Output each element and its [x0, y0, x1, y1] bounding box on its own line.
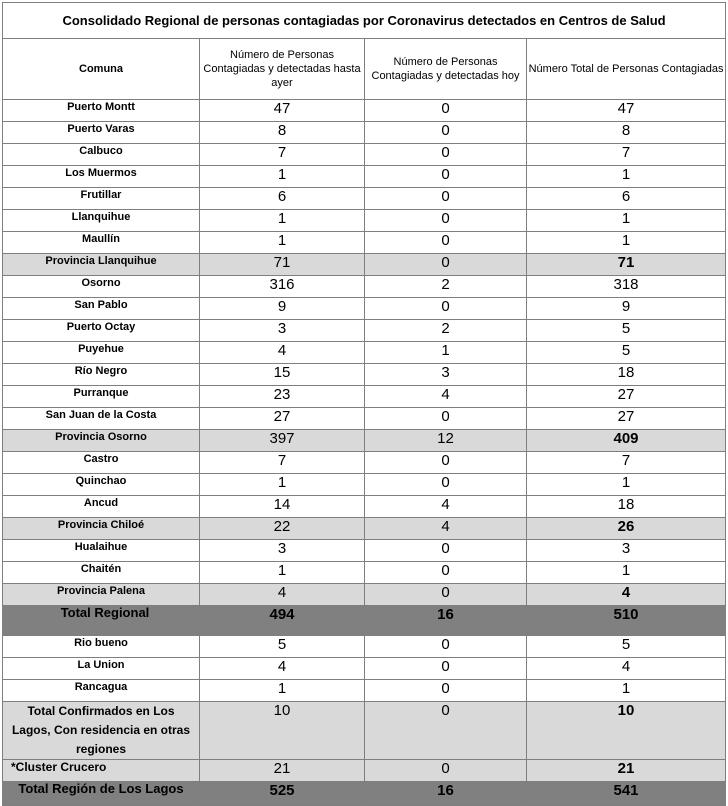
- total-cell: 18: [527, 496, 726, 518]
- hasta-ayer-cell: 316: [200, 276, 365, 298]
- table-row: [3, 298, 726, 320]
- hasta-ayer-cell: 397: [200, 430, 365, 452]
- table-row: [3, 122, 726, 144]
- table-row: [3, 606, 726, 636]
- comuna-cell: San Pablo: [3, 298, 200, 320]
- table-row: [3, 474, 726, 496]
- comuna-cell: Hualaihue: [3, 540, 200, 562]
- total-cell: 318: [527, 276, 726, 298]
- hoy-cell: 12: [365, 430, 527, 452]
- comuna-cell: Puerto Montt: [3, 100, 200, 122]
- hasta-ayer-cell: 10: [200, 702, 365, 760]
- total-cell: 27: [527, 408, 726, 430]
- table-row: [3, 342, 726, 364]
- hoy-cell: 0: [365, 166, 527, 188]
- hoy-cell: 2: [365, 276, 527, 298]
- comuna-cell: Puerto Varas: [3, 122, 200, 144]
- total-cell: 47: [527, 100, 726, 122]
- comuna-cell: Provincia Llanquihue: [3, 254, 200, 276]
- hasta-ayer-cell: 47: [200, 100, 365, 122]
- hasta-ayer-cell: 7: [200, 144, 365, 166]
- total-cell: 3: [527, 540, 726, 562]
- total-cell: 4: [527, 584, 726, 606]
- hoy-cell: 0: [365, 702, 527, 760]
- total-cell: 1: [527, 210, 726, 232]
- table-row: [3, 364, 726, 386]
- total-cell: 6: [527, 188, 726, 210]
- table-row: [3, 166, 726, 188]
- total-cell: 1: [527, 166, 726, 188]
- comuna-cell: Castro: [3, 452, 200, 474]
- total-cell: 26: [527, 518, 726, 540]
- hoy-cell: 0: [365, 452, 527, 474]
- comuna-cell: Rancagua: [3, 680, 200, 702]
- table-body: [3, 100, 726, 806]
- hoy-cell: 0: [365, 408, 527, 430]
- hoy-cell: 0: [365, 540, 527, 562]
- hasta-ayer-cell: 5: [200, 636, 365, 658]
- total-cell: 541: [527, 782, 726, 806]
- hasta-ayer-cell: 494: [200, 606, 365, 636]
- table-row: [3, 782, 726, 806]
- hoy-cell: 4: [365, 496, 527, 518]
- hoy-cell: 0: [365, 474, 527, 496]
- table-row: [3, 254, 726, 276]
- header-hoy: Número de Personas Contagiadas y detectadas hoy: [365, 39, 527, 100]
- total-cell: 71: [527, 254, 726, 276]
- hoy-cell: 0: [365, 760, 527, 782]
- hoy-cell: 16: [365, 782, 527, 806]
- table-row: [3, 188, 726, 210]
- hoy-cell: 16: [365, 606, 527, 636]
- table-row: [3, 658, 726, 680]
- hoy-cell: 0: [365, 584, 527, 606]
- comuna-cell: Provincia Palena: [3, 584, 200, 606]
- comuna-cell: Los Muermos: [3, 166, 200, 188]
- table-row: [3, 144, 726, 166]
- comuna-cell: Provincia Osorno: [3, 430, 200, 452]
- hasta-ayer-cell: 1: [200, 680, 365, 702]
- header-comuna: Comuna: [3, 39, 200, 100]
- total-cell: 9: [527, 298, 726, 320]
- hasta-ayer-cell: 6: [200, 188, 365, 210]
- comuna-cell: Puyehue: [3, 342, 200, 364]
- hasta-ayer-cell: 3: [200, 540, 365, 562]
- comuna-cell: Purranque: [3, 386, 200, 408]
- table-row: [3, 320, 726, 342]
- comuna-cell: San Juan de la Costa: [3, 408, 200, 430]
- comuna-cell: Total Región de Los Lagos: [3, 782, 200, 806]
- total-cell: 5: [527, 636, 726, 658]
- table-row: [3, 408, 726, 430]
- table-row: [3, 760, 726, 782]
- table-row: [3, 584, 726, 606]
- table-row: [3, 452, 726, 474]
- hasta-ayer-cell: 22: [200, 518, 365, 540]
- table-row: [3, 386, 726, 408]
- total-cell: 21: [527, 760, 726, 782]
- comuna-cell: Maullín: [3, 232, 200, 254]
- hasta-ayer-cell: 1: [200, 562, 365, 584]
- hoy-cell: 1: [365, 342, 527, 364]
- comuna-cell: Calbuco: [3, 144, 200, 166]
- header-total: Número Total de Personas Contagiadas: [527, 39, 726, 100]
- table-row: [3, 276, 726, 298]
- hasta-ayer-cell: 21: [200, 760, 365, 782]
- hoy-cell: 0: [365, 680, 527, 702]
- hasta-ayer-cell: 71: [200, 254, 365, 276]
- hoy-cell: 0: [365, 100, 527, 122]
- total-cell: 1: [527, 562, 726, 584]
- comuna-cell: Quinchao: [3, 474, 200, 496]
- total-cell: 27: [527, 386, 726, 408]
- hasta-ayer-cell: 14: [200, 496, 365, 518]
- total-cell: 7: [527, 144, 726, 166]
- hasta-ayer-cell: 27: [200, 408, 365, 430]
- hasta-ayer-cell: 8: [200, 122, 365, 144]
- total-cell: 8: [527, 122, 726, 144]
- hasta-ayer-cell: 4: [200, 584, 365, 606]
- comuna-cell: La Union: [3, 658, 200, 680]
- total-cell: 510: [527, 606, 726, 636]
- table-row: [3, 430, 726, 452]
- hoy-cell: 0: [365, 144, 527, 166]
- table-row: [3, 636, 726, 658]
- hoy-cell: 0: [365, 210, 527, 232]
- hasta-ayer-cell: 1: [200, 474, 365, 496]
- total-cell: 4: [527, 658, 726, 680]
- hoy-cell: 0: [365, 562, 527, 584]
- table-row: [3, 232, 726, 254]
- hasta-ayer-cell: 1: [200, 166, 365, 188]
- total-cell: 18: [527, 364, 726, 386]
- table-row: [3, 210, 726, 232]
- comuna-cell: Frutillar: [3, 188, 200, 210]
- hoy-cell: 0: [365, 232, 527, 254]
- comuna-cell: Río Negro: [3, 364, 200, 386]
- hasta-ayer-cell: 4: [200, 342, 365, 364]
- total-cell: 7: [527, 452, 726, 474]
- covid-table: [2, 2, 726, 806]
- hoy-cell: 4: [365, 518, 527, 540]
- table-row: [3, 496, 726, 518]
- hasta-ayer-cell: 1: [200, 232, 365, 254]
- comuna-cell: *Cluster Crucero: [3, 760, 200, 782]
- hoy-cell: 0: [365, 254, 527, 276]
- comuna-cell: Llanquihue: [3, 210, 200, 232]
- hoy-cell: 3: [365, 364, 527, 386]
- table-row: [3, 540, 726, 562]
- hoy-cell: 4: [365, 386, 527, 408]
- comuna-cell: Rio bueno: [3, 636, 200, 658]
- table-row: [3, 562, 726, 584]
- hasta-ayer-cell: 23: [200, 386, 365, 408]
- hasta-ayer-cell: 7: [200, 452, 365, 474]
- hoy-cell: 0: [365, 658, 527, 680]
- hasta-ayer-cell: 9: [200, 298, 365, 320]
- hoy-cell: 0: [365, 298, 527, 320]
- comuna-cell: Ancud: [3, 496, 200, 518]
- table-row: [3, 518, 726, 540]
- hoy-cell: 0: [365, 636, 527, 658]
- hasta-ayer-cell: 15: [200, 364, 365, 386]
- table-title: Consolidado Regional de personas contagiadas por Coronavirus detectados en Centros de Salud: [3, 3, 726, 39]
- total-cell: 5: [527, 342, 726, 364]
- hasta-ayer-cell: 525: [200, 782, 365, 806]
- total-cell: 1: [527, 680, 726, 702]
- comuna-cell: Total Confirmados en Los Lagos, Con residencia en otras regiones: [3, 702, 200, 760]
- table-row: [3, 680, 726, 702]
- comuna-cell: Chaitén: [3, 562, 200, 584]
- header-hasta-ayer: Número de Personas Contagiadas y detectadas hasta ayer: [200, 39, 365, 100]
- comuna-cell: Provincia Chiloé: [3, 518, 200, 540]
- comuna-cell: Osorno: [3, 276, 200, 298]
- hoy-cell: 2: [365, 320, 527, 342]
- table-row: [3, 702, 726, 760]
- total-cell: 1: [527, 474, 726, 496]
- table-row: [3, 100, 726, 122]
- total-cell: 1: [527, 232, 726, 254]
- total-cell: 10: [527, 702, 726, 760]
- hasta-ayer-cell: 3: [200, 320, 365, 342]
- hasta-ayer-cell: 4: [200, 658, 365, 680]
- total-cell: 5: [527, 320, 726, 342]
- comuna-cell: Total Regional: [3, 606, 200, 636]
- hoy-cell: 0: [365, 122, 527, 144]
- total-cell: 409: [527, 430, 726, 452]
- hoy-cell: 0: [365, 188, 527, 210]
- hasta-ayer-cell: 1: [200, 210, 365, 232]
- comuna-cell: Puerto Octay: [3, 320, 200, 342]
